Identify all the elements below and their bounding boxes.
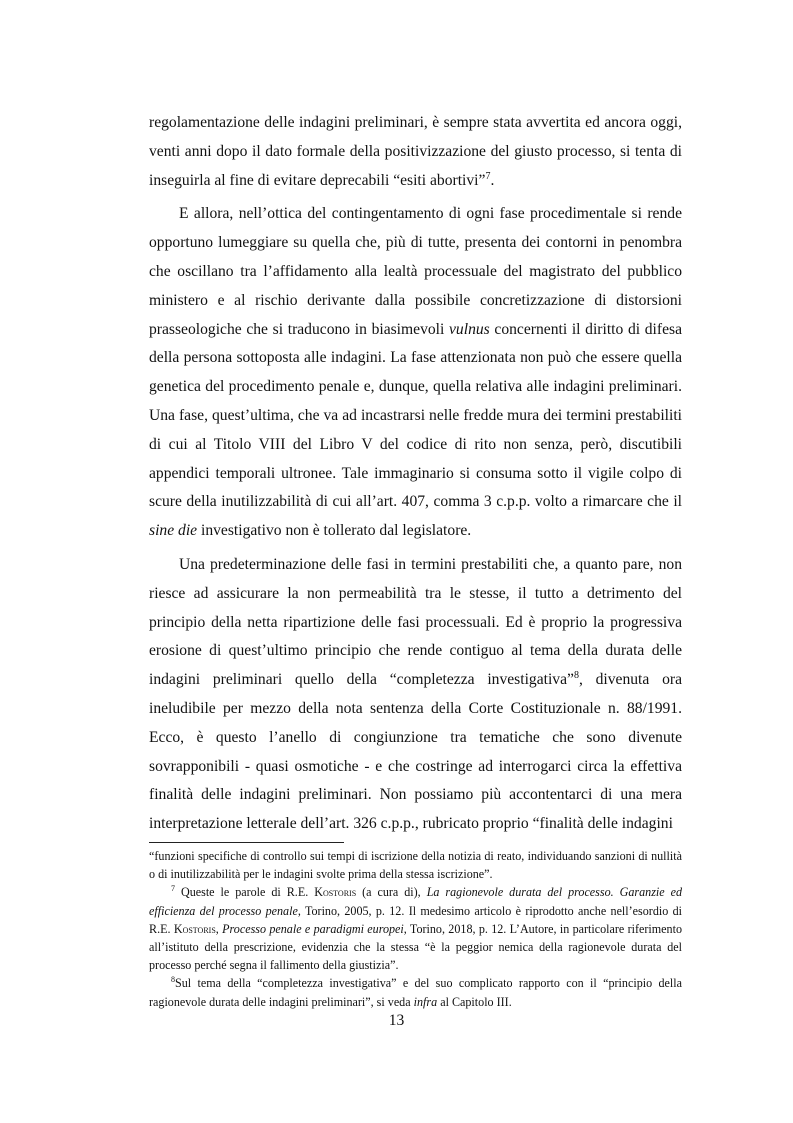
author-kostoris: Kostoris: [314, 885, 357, 900]
footnote-ref-7[interactable]: 7: [485, 170, 491, 182]
italic-infra: infra: [413, 994, 438, 1009]
footnote-7: $^7$ Queste le parole di R.E. Kostoris (a cura di), La ragionevole durata del processo. Garanzie ed efficienza del processo penale, Torino, 2005, p. 12. Il medesimo articolo è riprodotto anche nell’esordio di R.E. Kostoris, Processo penale e paradigmi europei, Torino, 2018, p. 12. L’Autore, in particolare riferimento all’istituto della prescrizione, evidenzia che la stessa “è la peggior nemica della ragionevole durata del processo perché segna il fallimento della giustizia”.: [149, 884, 683, 973]
italic-sine-die: sine die: [149, 522, 198, 540]
page-number: 13: [388, 1012, 405, 1029]
footnote-8: $^8$Sul tema della “completezza investigativa” e del suo complicato rapporto con il “principio della ragionevole durata delle indagini preliminari”, si veda infra al Capitolo III.: [149, 975, 682, 1009]
paragraph-2: E allora, nell’ottica del contingentamento di ogni fase procedimentale si rende opportuno lumeggiare su quella che, più di tutte, presenta dei contorni in penombra che oscillano tra l’affidamento alla lealtà processuale del magistrato del pubblico ministero e al rischio derivante dalla possibile concretizzazione di distorsioni prasseologiche che si traducono in biasimevoli vulnus concernenti il diritto di difesa della persona sottoposta alle indagini. La fase attenzionata non può che essere quella genetica del procedimento penale e, dunque, quella relativa alle indagini preliminari. Una fase, quest’ultima, che va ad incastrarsi nelle fredde mura dei termini prestabiliti di cui al Titolo VIII del Libro V del codice di rito non senza, però, discutibili appendici temporali ultronee. Tale immaginario si consuma sotto il vigile colpo di scure della inutilizzabilità di cui all’art. 407, comma 3 c.p.p. volto a rimarcare che il sine die investigativo non è tollerato dal legislatore.: [149, 205, 682, 540]
author-kostoris-2: Kostoris: [173, 921, 216, 936]
footnotes: [149, 847, 682, 1011]
book-title-2: Processo penale e paradigmi europei: [222, 921, 404, 936]
paragraph-3: Una predeterminazione delle fasi in termini prestabiliti che, a quanto pare, non riesce ad assicurare la non permeabilità tra le stesse, il tutto a detrimento del principio della netta ripartizione delle fasi processuali. Ed è proprio la progressiva erosione di quest’ultimo principio che rende contiguo al tema della durata delle indagini preliminari quello della “completezza investigativa”$^8$, divenuta ora ineludibile per mezzo della nota sentenza della Corte Costituzionale n. 88/1991. Ecco, è questo l’anello di congiunzione tra tematiche che sono divenute sovrapponibili - quasi osmotiche - e che costringe ad interrogarci circa la effettiva finalità delle indagini preliminari. Non possiamo più accontentarci di una mera interpretazione letterale dell’art. 326 c.p.p., rubricato proprio “finalità delle indagini: [149, 555, 682, 833]
footnote-separator: [149, 842, 344, 843]
footnote-ref-8[interactable]: 8: [573, 669, 579, 681]
footnote-8-number: 8: [171, 975, 175, 985]
footnote-7-number: 7: [171, 884, 175, 894]
footnote-continuation: “funzioni specifiche di controllo sui tempi di iscrizione della notizia di reato, individuando sanzioni di nullità o di inutilizzabilità per le indagini svolte prima della stessa iscrizione”.: [149, 849, 682, 882]
book-title-1: La ragionevole durata del processo. Garanzie ed efficienza del processo penale: [149, 885, 683, 918]
italic-vulnus: vulnus: [449, 320, 490, 338]
main-text: [149, 109, 682, 839]
paragraph-1: regolamentazione delle indagini preliminari, è sempre stata avvertita ed ancora oggi, venti anni dopo il dato formale della positivizzazione del giusto processo, si tenta di inseguirla al fine di evitare deprecabili “esiti abortivi”$^7$.: [149, 114, 682, 189]
